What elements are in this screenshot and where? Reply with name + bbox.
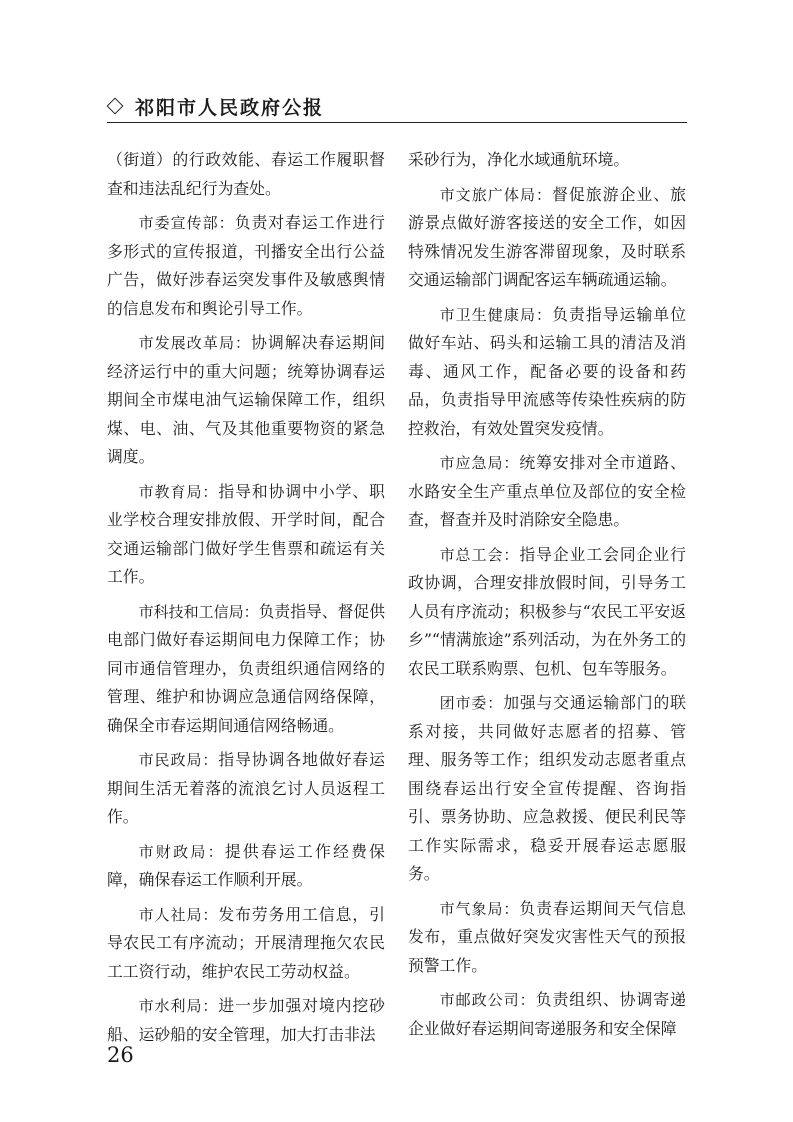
paragraph <box>408 449 686 535</box>
right-column <box>408 146 686 1049</box>
paragraph <box>408 895 686 981</box>
department-label: 市文旅广体局： <box>439 185 553 204</box>
header-title: 祁阳市人民政府公报 <box>135 97 325 119</box>
department-label: 市教育局： <box>138 482 219 501</box>
paragraph-text: 指导协调各地做好春运期间生活无着落的流浪乞讨人员返程工作。 <box>107 750 385 826</box>
paragraph <box>107 146 385 203</box>
paragraph-text: 采砂行为，净化水域通航环境。 <box>408 150 630 169</box>
page-header <box>107 92 687 122</box>
department-label: 团市委： <box>439 694 504 712</box>
department-label: 市邮政公司： <box>439 991 536 1009</box>
department-label: 市气象局： <box>439 899 520 918</box>
paragraph-text: 负责指导、督促供电部门做好春运期间电力保障工作；协同市通信管理办，负责组织通信网络的管理、维护和协调应急通信网络保障，确保全市春运期间通信网络畅通。 <box>107 601 385 735</box>
paragraph <box>107 209 385 323</box>
page-number: 26 <box>107 1043 134 1067</box>
department-label: 市水利局： <box>138 997 219 1015</box>
left-column <box>107 146 385 1055</box>
paragraph <box>408 689 686 889</box>
paragraph <box>107 746 385 832</box>
paragraph <box>107 478 385 592</box>
paragraph-text: 统筹安排对全市道路、水路安全生产重点单位及部位的安全检查，督查并及时消除安全隐患。 <box>408 453 686 529</box>
department-label: 市发展改革局： <box>138 334 252 352</box>
department-label: 市应急局： <box>439 454 520 472</box>
paragraph <box>408 301 686 444</box>
paragraph-text: 负责指导运输单位做好车站、码头和运输工具的清洁及消毒、通风工作，配备必要的设备和药品，负责指导甲流感等传染性疾病的防控救治，有效处置突发疫情。 <box>408 304 686 438</box>
paragraph <box>107 838 385 895</box>
department-label: 市总工会： <box>439 545 520 564</box>
paragraph-text: 指导和协调中小学、职业学校合理安排放假、开学时间，配合交通运输部门做好学生售票和疏运有关工作。 <box>107 481 385 586</box>
paragraph <box>408 181 686 295</box>
paragraph-text: 负责组织、协调寄递企业做好春运期间寄递服务和安全保障 <box>408 990 686 1038</box>
paragraph-text: 发布劳务用工信息，引导农民工有序流动；开展清理拖欠农民工工资行动，维护农民工劳动权益。 <box>107 904 385 981</box>
paragraph <box>107 992 385 1049</box>
paragraph-text: 负责对春运工作进行多形式的宣传报道，刊播安全出行公益广告，做好涉春运突发事件及敏感舆情的信息发布和舆论引导工作。 <box>107 213 385 318</box>
paragraph-text: 提供春运工作经费保障，确保春运工作顺利开展。 <box>107 841 385 889</box>
paragraph <box>408 986 686 1043</box>
paragraph-text: 负责春运期间天气信息发布，重点做好突发灾害性天气的预报预警工作。 <box>408 898 686 975</box>
department-label: 市卫生健康局： <box>439 305 553 324</box>
paragraph-text: 督促旅游企业、旅游景点做好游客接送的安全工作，如因特殊情况发生游客滞留现象，及时联系交通运输部门调配客运车辆疏通运输。 <box>408 184 686 289</box>
paragraph <box>107 329 385 472</box>
department-label: 市科技和工信局： <box>138 602 259 621</box>
department-label: 市财政局： <box>138 842 225 861</box>
paragraph-text: 进一步加强对境内挖砂船、运砂船的安全管理，加大打击非法 <box>107 996 385 1044</box>
paragraph <box>107 901 385 987</box>
header-rule <box>107 122 687 123</box>
diamond-icon <box>107 98 124 115</box>
department-label: 市委宣传部： <box>138 214 235 232</box>
paragraph <box>107 598 385 741</box>
paragraph-text: 协调解决春运期间经济运行中的重大问题；统筹协调春运期间全市煤电油气运输保障工作，组织煤、电、油、气及其他重要物资的紧急调度。 <box>107 333 385 466</box>
paragraph-text: 加强与交通运输部门的联系对接，共同做好志愿者的招募、管理、服务等工作；组织发动志愿者重点围绕春运出行安全宣传提醒、咨询指引、票务协助、应急救援、便民利民等工作实际需求，稳妥开展春运志愿服务。 <box>408 693 686 883</box>
department-label: 市人社局： <box>138 905 219 924</box>
paragraph-text: （街道）的行政效能、春运工作履职督查和违法乱纪行为查处。 <box>107 150 385 198</box>
paragraph <box>408 541 686 684</box>
paragraph <box>408 146 686 175</box>
paragraph-text: 指导企业工会同企业行政协调，合理安排放假时间，引导务工人员有序流动；积极参与“农民工平安返乡”“情满旅途”系列活动，为在外务工的农民工联系购票、包机、包车等服务。 <box>408 544 686 678</box>
department-label: 市民政局： <box>138 751 219 769</box>
